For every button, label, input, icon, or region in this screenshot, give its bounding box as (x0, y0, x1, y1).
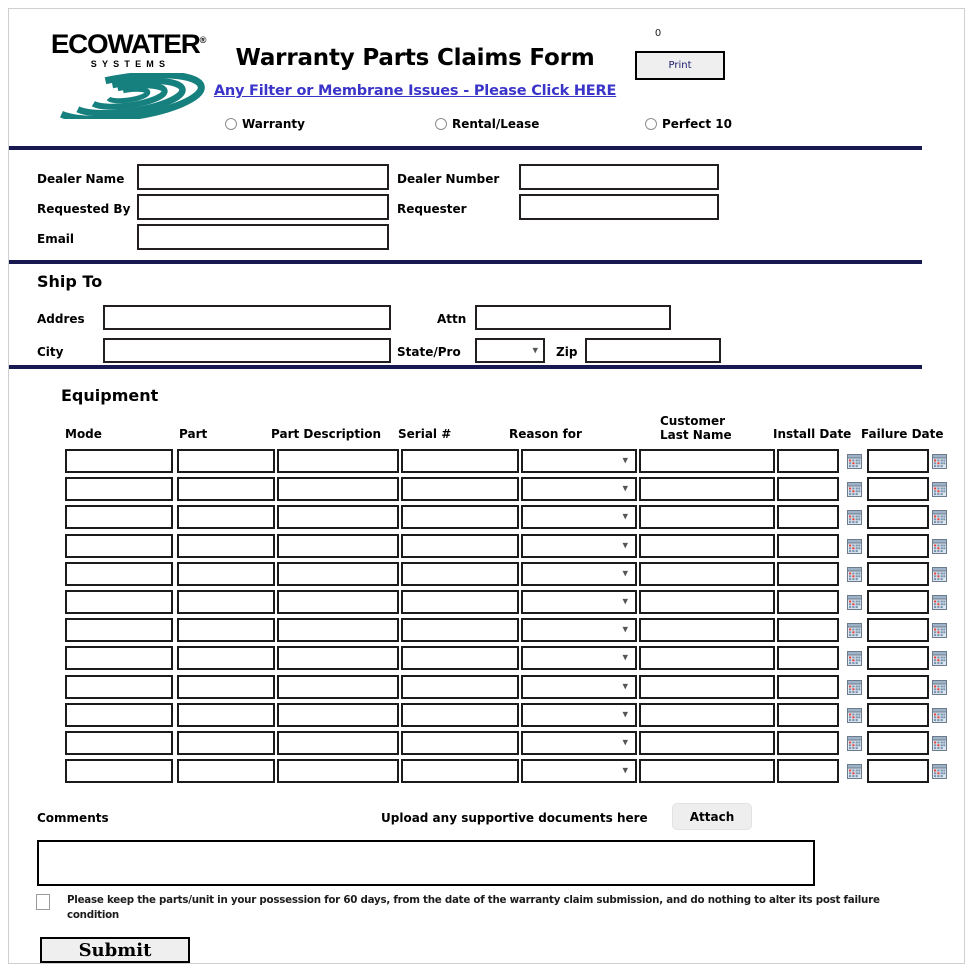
address-input[interactable] (103, 305, 391, 330)
cell-part-description[interactable] (277, 505, 399, 529)
cell-part[interactable] (177, 562, 275, 586)
cell-failure-date[interactable] (867, 675, 929, 699)
cell-part-description[interactable] (277, 731, 399, 755)
chevron-down-icon: ▾ (622, 622, 628, 636)
ship-to-section (9, 264, 964, 365)
reason-select[interactable] (523, 679, 635, 699)
calendar-icon[interactable] (932, 454, 947, 469)
cell-mode[interactable] (65, 477, 173, 501)
cell-customer-last-name[interactable] (639, 618, 775, 642)
cell-mode[interactable] (65, 759, 173, 783)
cell-reason-select[interactable] (521, 505, 637, 529)
dealer-name-input[interactable] (137, 164, 389, 190)
cell-mode[interactable] (65, 731, 173, 755)
ship-to-title: Ship To (37, 272, 103, 291)
cell-serial[interactable] (401, 759, 519, 783)
cell-install-date[interactable] (777, 505, 839, 529)
cell-install-date[interactable] (777, 703, 839, 727)
col-header-install-date: Install Date (773, 427, 852, 441)
cell-customer-last-name[interactable] (639, 534, 775, 558)
cell-serial[interactable] (401, 675, 519, 699)
chevron-down-icon: ▾ (622, 481, 628, 495)
cell-reason-select[interactable] (521, 449, 637, 473)
chevron-down-icon: ▾ (622, 594, 628, 608)
cell-install-date[interactable] (777, 618, 839, 642)
calendar-icon[interactable] (847, 764, 862, 779)
col-header-part-description: Part Description (271, 427, 382, 441)
radio-warranty[interactable] (225, 117, 305, 131)
disclaimer-checkbox[interactable] (36, 894, 50, 910)
cell-part[interactable] (177, 477, 275, 501)
calendar-icon[interactable] (932, 567, 947, 582)
reason-select[interactable] (523, 622, 635, 642)
cell-reason-select[interactable] (521, 477, 637, 501)
calendar-icon[interactable] (932, 764, 947, 779)
col-header-customer-line2: Last Name (660, 428, 732, 442)
cell-install-date[interactable] (777, 562, 839, 586)
cell-part[interactable] (177, 731, 275, 755)
reason-select[interactable] (523, 481, 635, 501)
upload-label: Upload any supportive documents here (381, 811, 648, 825)
cell-failure-date[interactable] (867, 562, 929, 586)
cell-failure-date[interactable] (867, 703, 929, 727)
radio-rental-lease-label: Rental/Lease (452, 117, 540, 131)
chevron-down-icon: ▾ (622, 707, 628, 721)
col-header-part: Part (179, 427, 208, 441)
logo-subtext: SYSTEMS (90, 59, 171, 69)
cell-customer-last-name[interactable] (639, 731, 775, 755)
cell-part-description[interactable] (277, 618, 399, 642)
state-province-label: State/Pro (397, 345, 461, 359)
cell-part-description[interactable] (277, 534, 399, 558)
calendar-icon[interactable] (847, 454, 862, 469)
cell-install-date[interactable] (777, 675, 839, 699)
cell-mode[interactable] (65, 618, 173, 642)
email-input[interactable] (137, 224, 389, 250)
cell-serial[interactable] (401, 505, 519, 529)
reason-select[interactable] (523, 566, 635, 586)
reason-select[interactable] (523, 509, 635, 529)
cell-customer-last-name[interactable] (639, 675, 775, 699)
calendar-icon[interactable] (847, 651, 862, 666)
ecowater-logo (35, 27, 221, 117)
cell-part-description[interactable] (277, 675, 399, 699)
calendar-icon[interactable] (932, 510, 947, 525)
attach-button[interactable]: Attach (672, 803, 752, 830)
cell-part[interactable] (177, 590, 275, 614)
requester-input[interactable] (519, 194, 719, 220)
logo-wordmark (32, 27, 224, 58)
chevron-down-icon: ▾ (622, 566, 628, 580)
cell-customer-last-name[interactable] (639, 759, 775, 783)
cell-failure-date[interactable] (867, 590, 929, 614)
requested-by-input[interactable] (137, 194, 389, 220)
cell-failure-date[interactable] (867, 534, 929, 558)
cell-part-description[interactable] (277, 562, 399, 586)
cell-install-date[interactable] (777, 759, 839, 783)
calendar-icon[interactable] (932, 623, 947, 638)
calendar-icon[interactable] (932, 651, 947, 666)
filter-membrane-issues-link[interactable]: Any Filter or Membrane Issues - Please Click HERE (213, 83, 617, 99)
calendar-icon[interactable] (847, 595, 862, 610)
cell-failure-date[interactable] (867, 646, 929, 670)
calendar-icon[interactable] (847, 708, 862, 723)
cell-install-date[interactable] (777, 646, 839, 670)
reason-select[interactable] (523, 763, 635, 783)
chevron-down-icon: ▾ (532, 342, 538, 356)
cell-reason-select[interactable] (521, 731, 637, 755)
requested-by-label: Requested By (37, 202, 131, 216)
form-header (9, 9, 964, 144)
cell-serial[interactable] (401, 590, 519, 614)
cell-part[interactable] (177, 449, 275, 473)
calendar-icon[interactable] (847, 736, 862, 751)
cell-part-description[interactable] (277, 590, 399, 614)
water-ripple-icon (40, 73, 216, 119)
cell-customer-last-name[interactable] (639, 562, 775, 586)
chevron-down-icon: ▾ (622, 509, 628, 523)
cell-part-description[interactable] (277, 759, 399, 783)
cell-failure-date[interactable] (867, 618, 929, 642)
footer-section (9, 799, 964, 964)
cell-serial[interactable] (401, 618, 519, 642)
submit-button[interactable]: Submit (40, 937, 190, 963)
cell-reason-select[interactable] (521, 759, 637, 783)
cell-part[interactable] (177, 675, 275, 699)
calendar-icon[interactable] (932, 736, 947, 751)
chevron-down-icon: ▾ (622, 763, 628, 777)
cell-mode[interactable] (65, 646, 173, 670)
city-label: City (37, 345, 64, 359)
cell-part[interactable] (177, 759, 275, 783)
cell-reason-select[interactable] (521, 534, 637, 558)
cell-install-date[interactable] (777, 449, 839, 473)
calendar-icon[interactable] (847, 539, 862, 554)
radio-rental-lease[interactable] (435, 117, 539, 131)
reason-select[interactable] (523, 594, 635, 614)
state-province-select[interactable] (475, 338, 545, 363)
dealer-name-label: Dealer Name (37, 172, 125, 186)
col-header-customer-last-name (660, 414, 732, 442)
cell-mode[interactable] (65, 675, 173, 699)
calendar-icon[interactable] (847, 482, 862, 497)
cell-customer-last-name[interactable] (639, 505, 775, 529)
calendar-icon[interactable] (932, 708, 947, 723)
calendar-icon[interactable] (847, 623, 862, 638)
city-input[interactable] (103, 338, 391, 363)
cell-customer-last-name[interactable] (639, 646, 775, 670)
dealer-number-label: Dealer Number (397, 172, 500, 186)
email-label: Email (37, 232, 75, 246)
cell-part-description[interactable] (277, 477, 399, 501)
radio-warranty-label: Warranty (242, 117, 305, 131)
col-header-reason-for: Reason for (509, 427, 582, 441)
cell-serial[interactable] (401, 703, 519, 727)
cell-part[interactable] (177, 618, 275, 642)
cell-part-description[interactable] (277, 646, 399, 670)
cell-part[interactable] (177, 646, 275, 670)
cell-install-date[interactable] (777, 534, 839, 558)
calendar-icon[interactable] (847, 680, 862, 695)
comments-textarea[interactable] (37, 840, 815, 886)
radio-circle-icon[interactable] (645, 118, 657, 130)
cell-part-description[interactable] (277, 449, 399, 473)
cell-customer-last-name[interactable] (639, 477, 775, 501)
reason-select[interactable] (523, 538, 635, 558)
cell-mode[interactable] (65, 505, 173, 529)
cell-reason-select[interactable] (521, 703, 637, 727)
attn-input[interactable] (475, 305, 671, 330)
col-header-mode: Mode (65, 427, 102, 441)
col-header-failure-date: Failure Date (861, 427, 944, 441)
registered-mark-icon: ® (199, 35, 206, 45)
attn-label: Attn (437, 312, 467, 326)
equipment-section (9, 369, 964, 799)
state-province-select-wrap (475, 338, 545, 363)
zip-label: Zip (556, 345, 578, 359)
cell-failure-date[interactable] (867, 505, 929, 529)
cell-mode[interactable] (65, 590, 173, 614)
calendar-icon[interactable] (932, 539, 947, 554)
radio-perfect-10[interactable] (645, 117, 732, 131)
cell-install-date[interactable] (777, 731, 839, 755)
cell-customer-last-name[interactable] (639, 590, 775, 614)
calendar-icon[interactable] (847, 567, 862, 582)
chevron-down-icon: ▾ (622, 735, 628, 749)
print-button[interactable]: Print (635, 51, 725, 80)
reason-select[interactable] (523, 707, 635, 727)
chevron-down-icon: ▾ (622, 650, 628, 664)
cell-customer-last-name[interactable] (639, 449, 775, 473)
cell-part[interactable] (177, 505, 275, 529)
calendar-icon[interactable] (932, 482, 947, 497)
cell-install-date[interactable] (777, 590, 839, 614)
zip-input[interactable] (585, 338, 721, 363)
form-sheet (9, 9, 964, 963)
cell-serial[interactable] (401, 449, 519, 473)
calendar-icon[interactable] (932, 595, 947, 610)
cell-reason-select[interactable] (521, 675, 637, 699)
address-label: Addres (37, 312, 85, 326)
cell-mode[interactable] (65, 449, 173, 473)
cell-serial[interactable] (401, 477, 519, 501)
reason-select[interactable] (523, 735, 635, 755)
logo-wordmark-text: ECOWATER (50, 29, 200, 59)
attachment-count: 0 (654, 28, 662, 39)
cell-part[interactable] (177, 534, 275, 558)
cell-serial[interactable] (401, 562, 519, 586)
chevron-down-icon: ▾ (622, 679, 628, 693)
radio-circle-icon[interactable] (435, 118, 447, 130)
cell-mode[interactable] (65, 534, 173, 558)
calendar-icon[interactable] (932, 680, 947, 695)
claim-type-radio-group (9, 117, 964, 143)
cell-mode[interactable] (65, 703, 173, 727)
radio-circle-icon[interactable] (225, 118, 237, 130)
cell-reason-select[interactable] (521, 646, 637, 670)
cell-customer-last-name[interactable] (639, 703, 775, 727)
comments-label: Comments (37, 811, 109, 825)
page-title: Warranty Parts Claims Form (235, 45, 595, 71)
reason-select[interactable] (523, 650, 635, 670)
cell-serial[interactable] (401, 731, 519, 755)
dealer-section (9, 150, 964, 260)
cell-failure-date[interactable] (867, 731, 929, 755)
cell-serial[interactable] (401, 646, 519, 670)
cell-failure-date[interactable] (867, 449, 929, 473)
equipment-title: Equipment (61, 386, 159, 405)
cell-install-date[interactable] (777, 477, 839, 501)
form-page (8, 8, 965, 964)
cell-part-description[interactable] (277, 703, 399, 727)
cell-serial[interactable] (401, 534, 519, 558)
calendar-icon[interactable] (847, 510, 862, 525)
disclaimer-text: Please keep the parts/unit in your possession for 60 days, from the date of the warranty claim submission, and do nothing to alter its post failure condition (67, 894, 880, 921)
radio-perfect-10-label: Perfect 10 (662, 117, 732, 131)
cell-reason-select[interactable] (521, 618, 637, 642)
cell-reason-select[interactable] (521, 562, 637, 586)
requester-label: Requester (397, 202, 467, 216)
chevron-down-icon: ▾ (622, 538, 628, 552)
col-header-serial: Serial # (398, 427, 452, 441)
cell-part[interactable] (177, 703, 275, 727)
cell-failure-date[interactable] (867, 477, 929, 501)
cell-reason-select[interactable] (521, 590, 637, 614)
col-header-customer-line1: Customer (660, 414, 726, 428)
cell-mode[interactable] (65, 562, 173, 586)
dealer-number-input[interactable] (519, 164, 719, 190)
chevron-down-icon: ▾ (622, 453, 628, 467)
cell-failure-date[interactable] (867, 759, 929, 783)
reason-select[interactable] (523, 453, 635, 473)
